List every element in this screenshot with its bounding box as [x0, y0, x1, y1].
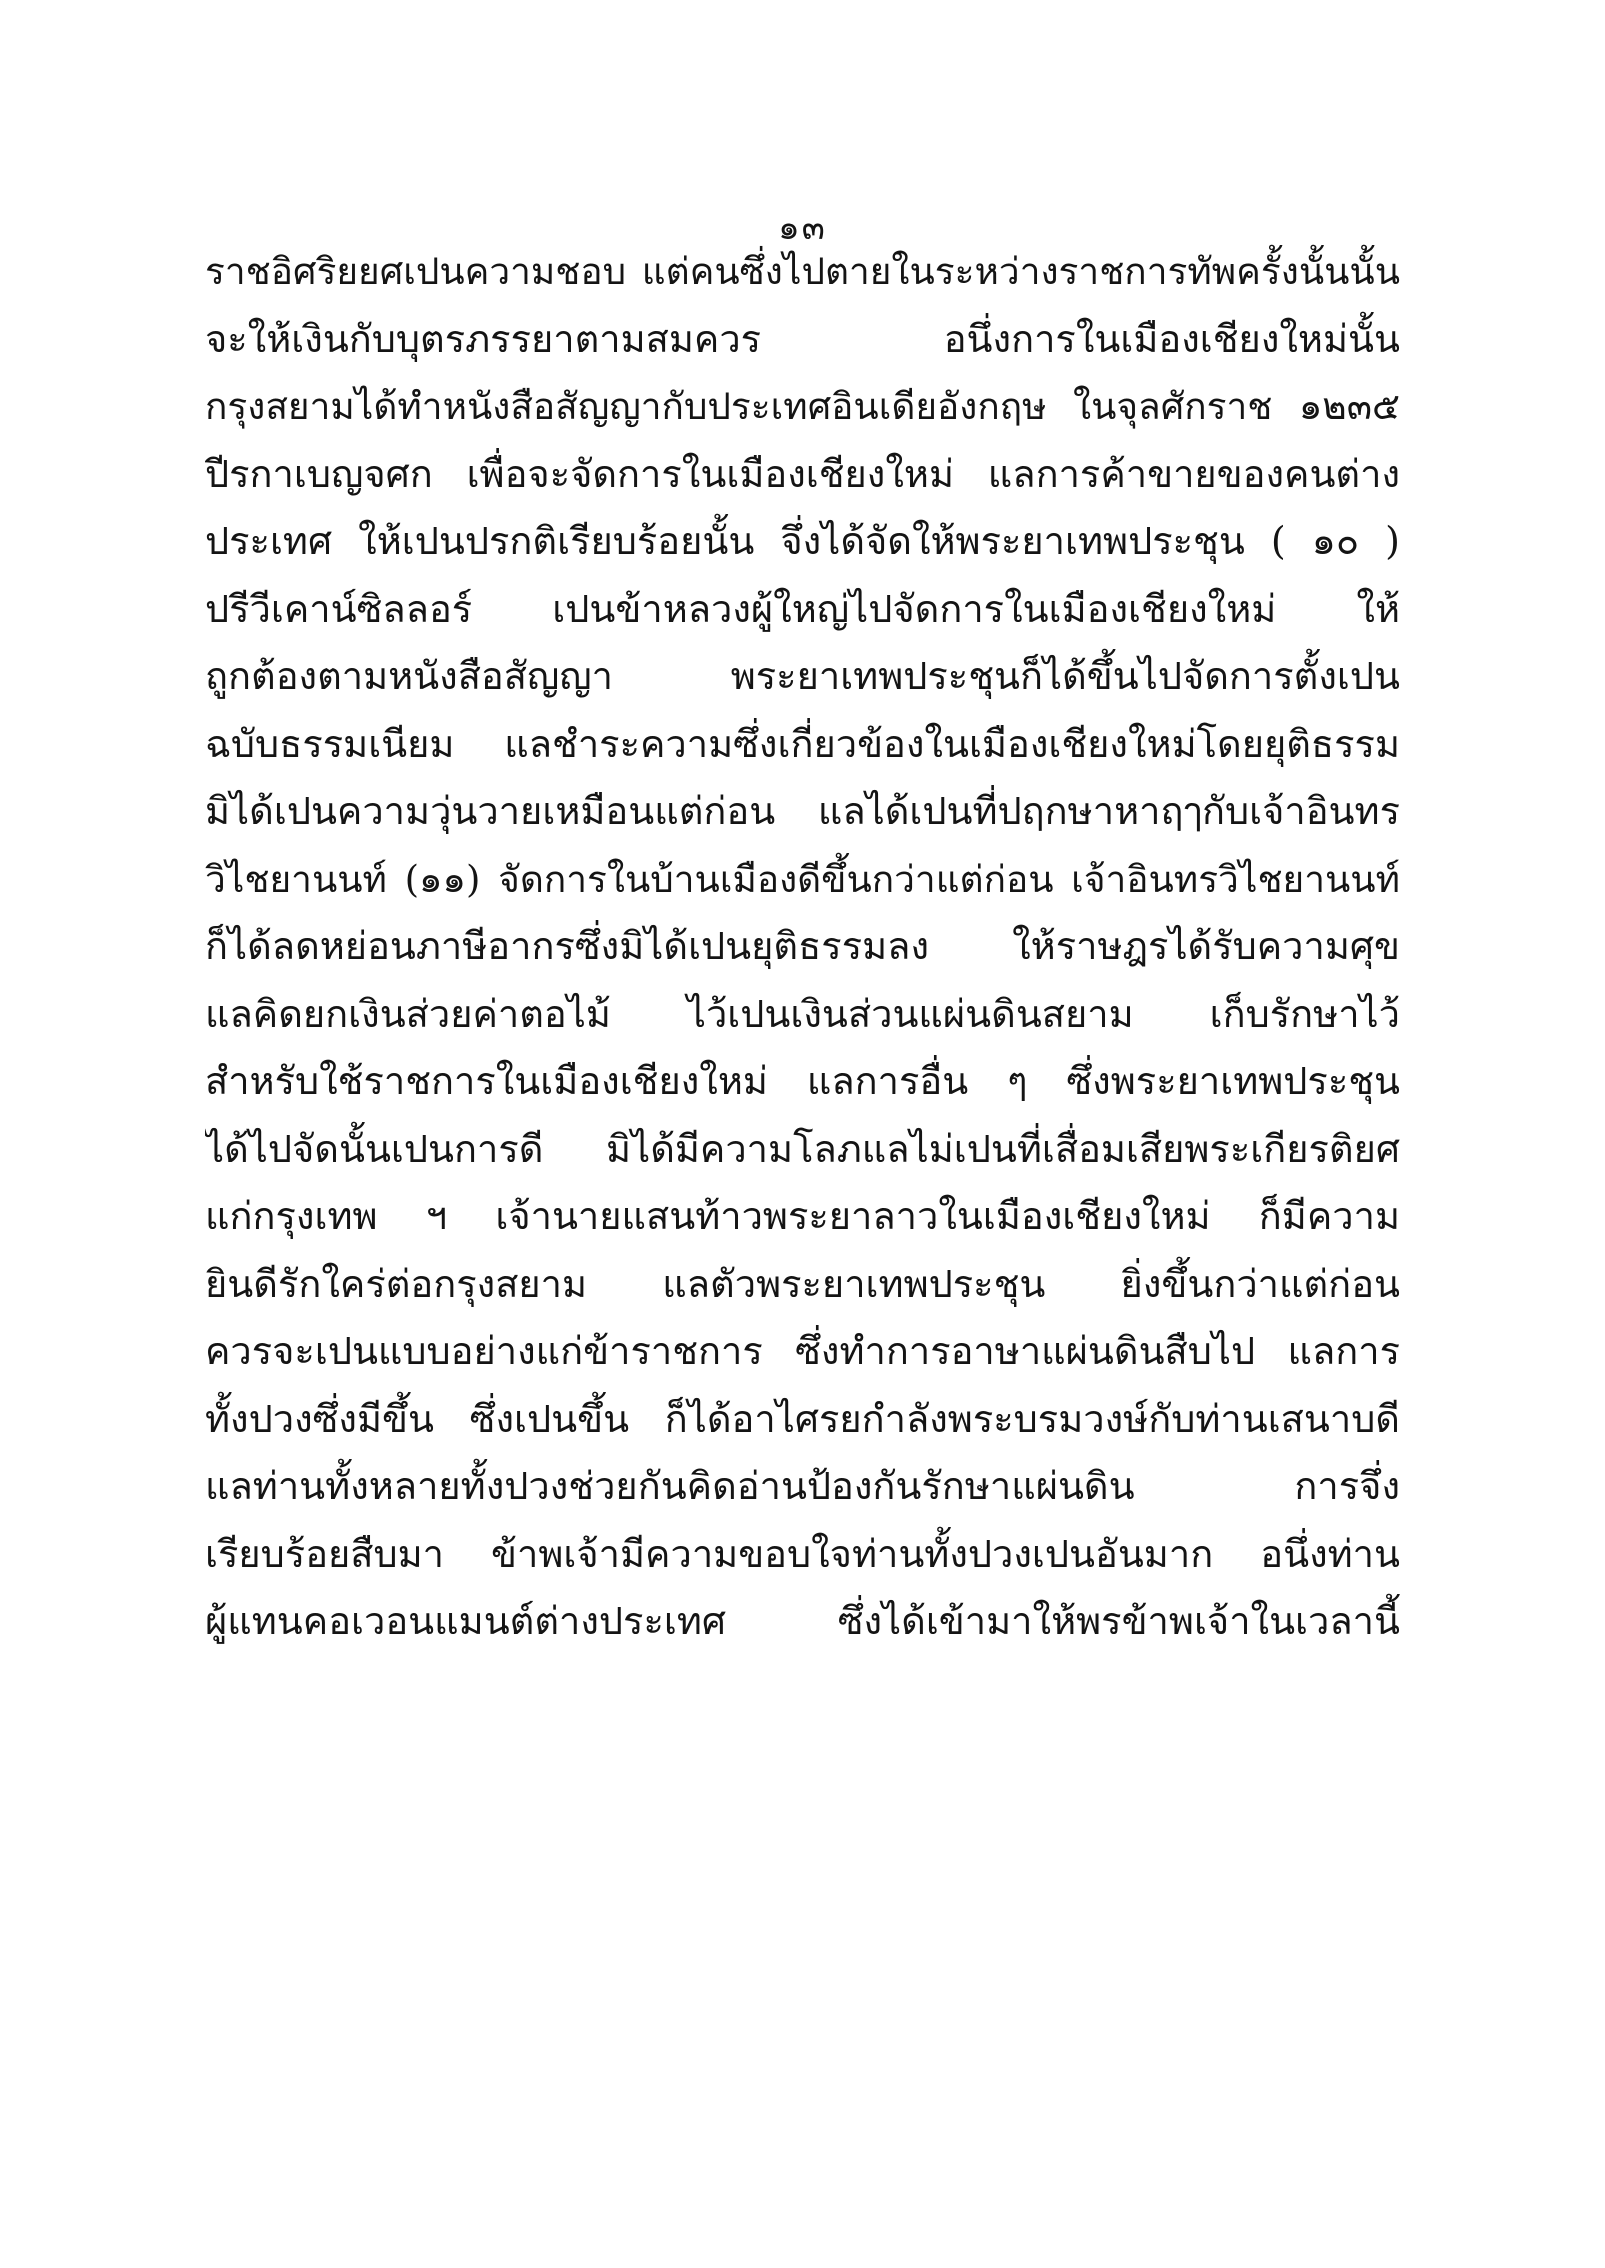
text-line: ได้ไปจัดนั้นเปนการดี มิได้มีความโลภแลไม่เปนที่เสื่อมเสียพระเกียรติยศ	[205, 1126, 1400, 1171]
text-line: แลท่านทั้งหลายทั้งปวงช่วยกันคิดอ่านป้องกันรักษาแผ่นดิน การจึ่ง	[205, 1464, 1400, 1508]
text-line: มิได้เปนความวุ่นวายเหมือนแต่ก่อน แลได้เปนที่ปฤกษาหาฤๅกับเจ้าอินทร	[205, 789, 1400, 833]
text-line: สำหรับใช้ราชการในเมืองเชียงใหม่ แลการอื่น ๆ ซึ่งพระยาเทพประชุน	[205, 1059, 1400, 1103]
body-text	[205, 238, 1400, 1656]
text-line: วิไชยานนท์ (๑๑) จัดการในบ้านเมืองดีขึ้นกว่าแต่ก่อน เจ้าอินทรวิไชยานนท์	[205, 857, 1400, 901]
text-line: ราชอิศริยยศเปนความชอบ แต่คนซึ่งไปตายในระหว่างราชการทัพครั้งนั้นนั้น	[205, 250, 1400, 293]
text-line: แก่กรุงเทพ ฯ เจ้านายแสนท้าวพระยาลาวในเมืองเชียงใหม่ ก็มีความ	[205, 1194, 1400, 1238]
text-line: ประเทศ ให้เปนปรกติเรียบร้อยนั้น จึ่งได้จัดให้พระยาเทพประชุน ( ๑๐ )	[205, 519, 1400, 563]
text-line: ปีรกาเบญจศก เพื่อจะจัดการในเมืองเชียงใหม่ แลการค้าขายของคนต่าง	[205, 451, 1400, 496]
text-line: จะให้เงินกับบุตรภรรยาตามสมควร อนึ่งการในเมืองเชียงใหม่นั้น	[205, 316, 1400, 361]
text-line: เรียบร้อยสืบมา ข้าพเจ้ามีความขอบใจท่านทั้งปวงเปนอันมาก อนึ่งท่าน	[205, 1531, 1400, 1576]
text-line: แลคิดยกเงินส่วยค่าตอไม้ ไว้เปนเงินส่วนแผ่นดินสยาม เก็บรักษาไว้	[205, 991, 1400, 1036]
page-number: ๑๓	[778, 208, 827, 248]
text-line: ยินดีรักใคร่ต่อกรุงสยาม แลตัวพระยาเทพประชุน ยิ่งขึ้นกว่าแต่ก่อน	[205, 1261, 1400, 1306]
text-line: ฉบับธรรมเนียม แลชำระความซึ่งเกี่ยวข้องในเมืองเชียงใหม่โดยยุติธรรม	[205, 721, 1400, 766]
text-line: กรุงสยามได้ทำหนังสือสัญญากับประเทศอินเดียอังกฤษ ในจุลศักราช ๑๒๓๕	[205, 385, 1400, 428]
text-line: ก็ได้ลดหย่อนภาษีอากรซึ่งมิได้เปนยุติธรรมลง ให้ราษฎรได้รับความศุข	[205, 924, 1400, 968]
text-line: ถูกต้องตามหนังสือสัญญา พระยาเทพประชุนก็ได้ขึ้นไปจัดการตั้งเปน	[205, 654, 1400, 698]
text-line: ทั้งปวงซึ่งมีขึ้น ซึ่งเปนขึ้น ก็ได้อาไศรยกำลังพระบรมวงษ์กับท่านเสนาบดี	[205, 1396, 1400, 1441]
text-line: ปรีวีเคาน์ซิลลอร์ เปนข้าหลวงผู้ใหญ่ไปจัดการในเมืองเชียงใหม่ ให้	[205, 586, 1400, 631]
text-line: ผู้แทนคอเวอนแมนต์ต่างประเทศ ซึ่งได้เข้ามาให้พรข้าพเจ้าในเวลานี้	[205, 1599, 1400, 1643]
text-line: ควรจะเปนแบบอย่างแก่ข้าราชการ ซึ่งทำการอาษาแผ่นดินสืบไป แลการ	[205, 1329, 1400, 1373]
